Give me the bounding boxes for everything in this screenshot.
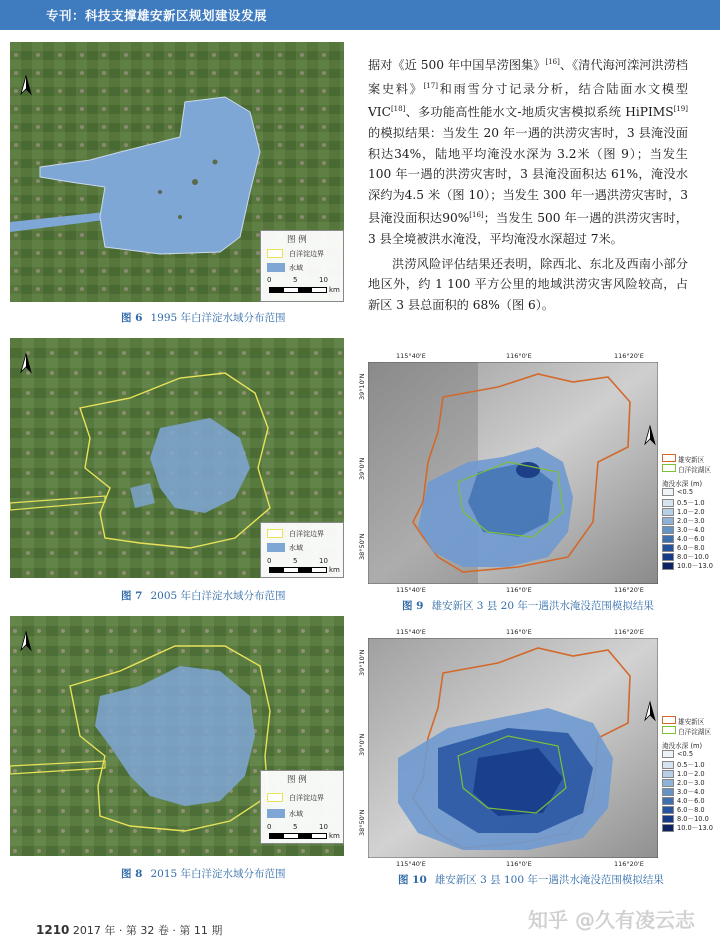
citation: [18] [390,105,406,114]
north-arrow-icon [18,352,34,374]
boundary-swatch [267,529,283,538]
scale-tick-10: 10 [319,823,328,831]
legend-xiongan-label: 雄安新区 [678,456,705,464]
coord-left-2: 39°0'N [358,457,366,480]
depth-class-row [662,488,693,496]
water-swatch [267,543,285,552]
figure-8-title: 2015 年白洋淀水域分布范围 [150,868,286,880]
figure-10-legend [662,716,718,834]
coord-top-3: 116°20'E [614,352,644,360]
legend-water-label: 水域 [289,544,303,552]
depth-title: 淹没水深 (m) [662,742,703,750]
figure-9-svg [368,362,658,584]
figure-6-legend [260,230,344,302]
page-footer [36,922,222,938]
coord-bottom-1: 115°40'E [396,586,426,594]
depth-label: 8.0－10.0 [677,553,709,561]
coord-bottom-3: 116°20'E [614,586,644,594]
legend-boundary-label: 白洋淀边界 [289,794,324,802]
scale-tick-5: 5 [293,276,298,284]
depth-class-row [662,750,693,758]
depth-label: 1.0－2.0 [677,508,705,516]
depth-label: 3.0－4.0 [677,788,705,796]
legend-boundary-label: 白洋淀边界 [289,250,324,258]
figure-8-caption [121,866,286,881]
scale-bar [269,833,327,839]
figure-10-map [356,628,662,870]
depth-swatch [662,750,674,758]
coord-top-2: 116°0'E [506,352,532,360]
legend-lake-label: 白洋淀湖区 [678,728,711,736]
text-span: 、《清代海河滦河洪涝档案史料》 [368,58,688,96]
citation: [16] [469,211,484,220]
depth-label: 10.0－13.0 [677,824,713,832]
boundary-swatch [267,249,283,258]
scale-unit: km [329,286,340,294]
north-arrow-icon [642,700,658,722]
text-span: 的模拟结果：当发生 20 年一遇的洪涝灾害时，3 县淹没面积达34%，陆地平均淹没水深为 3.2米（图 9）；当发生 100 年一遇的洪涝灾害时，3 县淹没面积达 61%，淹没水深约为4.5 米（图 10）；当发生 300 年一遇洪涝灾害时，3 县淹没面积达90% [368,125,688,226]
watermark: 知乎 @久有凌云志 [528,908,695,932]
depth-swatch [662,488,674,496]
depth-swatch [662,824,674,832]
figure-8-number: 图 8 [121,868,143,880]
legend-xiongan-swatch [662,454,676,462]
text-span: 据对《近 500 年中国旱涝图集》 [368,58,546,73]
scale-unit: km [329,832,340,840]
legend-water-label: 水域 [289,264,303,272]
scale-unit: km [329,566,340,574]
figure-7-title: 2005 年白洋淀水域分布范围 [150,590,286,602]
depth-label: 2.0－3.0 [677,517,705,525]
depth-label: <0.5 [677,488,694,496]
depth-label: 4.0－6.0 [677,797,705,805]
coord-bottom-2: 116°0'E [506,586,532,594]
text-span: 、多功能高性能水文-地质灾害模拟系统 HiPIMS [405,105,674,120]
coord-top-3: 116°20'E [614,628,644,636]
coord-top-1: 115°40'E [396,628,426,636]
figure-8-legend [260,770,344,844]
scale-bar [269,287,327,293]
coord-top-1: 115°40'E [396,352,426,360]
paragraph-2: 洪涝风险评估结果还表明，除西北、东北及西南小部分地区外，约 1 100 平方公里的地域洪涝灾害风险较高，占新区 3 县总面积的 68%（图 6）。 [368,256,688,312]
figure-7-legend [260,522,344,578]
citation: [17] [423,81,438,90]
depth-label: 1.0－2.0 [677,770,705,778]
coord-left-1: 39°10'N [358,373,366,400]
depth-class-row [662,822,713,832]
depth-label: 0.5－1.0 [677,761,705,769]
figure-7-map [10,338,344,578]
figure-10-svg [368,638,658,858]
water-swatch [267,809,285,818]
figure-9-caption [402,598,654,613]
coord-left-2: 39°0'N [358,733,366,756]
figure-8-map [10,616,344,856]
figure-6-title: 1995 年白洋淀水域分布范围 [150,312,286,324]
scale-tick-10: 10 [319,557,328,565]
depth-label: 8.0－10.0 [677,815,709,823]
coord-bottom-3: 116°20'E [614,860,644,868]
legend-water-label: 水域 [289,810,303,818]
issue-info: 2017 年 · 第 32 卷 · 第 11 期 [72,924,223,937]
scale-tick-10: 10 [319,276,328,284]
scale-tick-0: 0 [267,276,272,284]
paragraph-1 [368,52,688,250]
figure-10-title: 雄安新区 3 县 100 年一遇洪水淹没范围模拟结果 [434,874,664,886]
legend-boundary-label: 白洋淀边界 [289,530,324,538]
legend-lake-swatch [662,726,676,734]
scale-tick-0: 0 [267,557,272,565]
figure-7-caption [121,588,286,603]
legend-xiongan-label: 雄安新区 [678,718,705,726]
depth-label: 4.0－6.0 [677,535,705,543]
legend-title: 图 例 [287,235,307,245]
header-bar [0,0,720,30]
north-arrow-icon [18,630,34,652]
scale-tick-5: 5 [293,823,298,831]
figure-9-number: 图 9 [402,600,424,612]
depth-class-row [662,560,713,570]
body-text [368,52,688,315]
coord-left-3: 38°50'N [358,809,366,836]
legend-xiongan-swatch [662,716,676,724]
coord-bottom-2: 116°0'E [506,860,532,868]
header-title: 专刊：科技支撑雄安新区规划建设发展 [46,8,268,23]
figure-6-map [10,42,344,302]
scale-tick-0: 0 [267,823,272,831]
scale-tick-5: 5 [293,557,298,565]
water-swatch [267,263,285,272]
coord-left-1: 39°10'N [358,649,366,676]
figure-6-caption [121,310,286,325]
scale-bar [269,567,327,573]
figure-6-number: 图 6 [121,312,143,324]
text-span: 和雨雪分寸记录分析，结合陆面水文模型 VIC [368,81,689,120]
legend-lake-swatch [662,464,676,472]
depth-label: 6.0－8.0 [677,806,705,814]
depth-title: 淹没水深 (m) [662,480,703,488]
figure-9-map [356,352,662,596]
figure-9-legend [662,454,718,572]
depth-label: 3.0－4.0 [677,526,705,534]
depth-label: 2.0－3.0 [677,779,705,787]
legend-lake-label: 白洋淀湖区 [678,466,711,474]
depth-label: 0.5－1.0 [677,499,705,507]
text-span: ；当发生 500 年一遇的洪涝灾害时，3 县全境被洪水淹没，平均淹没水深超过 7米。 [368,211,688,246]
depth-label: 6.0－8.0 [677,544,705,552]
north-arrow-icon [18,74,34,96]
coord-left-3: 38°50'N [358,533,366,560]
boundary-swatch [267,793,283,802]
citation: [19] [673,105,688,114]
figure-10-number: 图 10 [398,874,427,886]
page-number: 1210 [36,923,70,937]
depth-label: <0.5 [677,750,694,758]
coord-top-2: 116°0'E [506,628,532,636]
figure-7-number: 图 7 [121,590,143,602]
legend-title: 图 例 [287,775,307,785]
coord-bottom-1: 115°40'E [396,860,426,868]
depth-label: 10.0－13.0 [677,562,713,570]
citation: [16] [545,58,560,66]
depth-swatch [662,562,674,570]
figure-9-title: 雄安新区 3 县 20 年一遇洪水淹没范围模拟结果 [431,600,654,612]
figure-10-caption [398,872,664,887]
north-arrow-icon [642,424,658,446]
